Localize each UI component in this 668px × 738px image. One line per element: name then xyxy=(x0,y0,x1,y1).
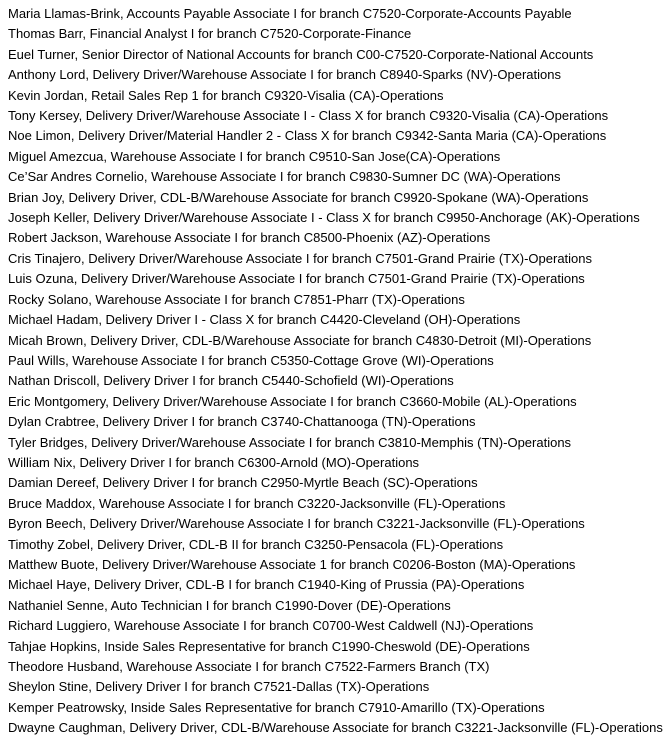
list-item: Noe Limon, Delivery Driver/Material Handler 2 - Class X for branch C9342-Santa Maria (CA)-Operations xyxy=(8,128,607,144)
list-item: William Nix, Delivery Driver I for branch C6300-Arnold (MO)-Operations xyxy=(8,454,420,470)
list-item: Dwayne Caughman, Delivery Driver, CDL-B/Warehouse Associate for branch C3221-Jacksonville (FL)-Operations xyxy=(8,720,663,736)
list-item: Richard Luggiero, Warehouse Associate I for branch C0700-West Caldwell (NJ)-Operations xyxy=(8,618,534,634)
list-item: Thomas Barr, Financial Analyst I for branch C7520-Corporate-Finance xyxy=(8,26,412,42)
list-item: Byron Beech, Delivery Driver/Warehouse Associate I for branch C3221-Jacksonville (FL)-Operations xyxy=(8,516,585,532)
list-item: Rocky Solano, Warehouse Associate I for branch C7851-Pharr (TX)-Operations xyxy=(8,291,465,307)
list-item: Paul Wills, Warehouse Associate I for branch C5350-Cottage Grove (WI)-Operations xyxy=(8,352,494,368)
list-item: Eric Montgomery, Delivery Driver/Warehouse Associate I for branch C3660-Mobile (AL)-Operations xyxy=(8,393,577,409)
list-item: Damian Dereef, Delivery Driver I for branch C2950-Myrtle Beach (SC)-Operations xyxy=(8,475,478,491)
list-item: Luis Ozuna, Delivery Driver/Warehouse Associate I for branch C7501-Grand Prairie (TX)-Operations xyxy=(8,271,585,287)
list-item: Theodore Husband, Warehouse Associate I for branch C7522-Farmers Branch (TX) xyxy=(8,659,490,674)
list-item: Sheylon Stine, Delivery Driver I for branch C7521-Dallas (TX)-Operations xyxy=(8,679,430,695)
list-item: Cris Tinajero, Delivery Driver/Warehouse Associate I for branch C7501-Grand Prairie (TX)-Operations xyxy=(8,250,593,266)
list-item: Kevin Jordan, Retail Sales Rep 1 for branch C9320-Visalia (CA)-Operations xyxy=(8,87,444,103)
list-item: Ce’Sar Andres Cornelio, Warehouse Associate I for branch C9830-Sumner DC (WA)-Operations xyxy=(8,169,561,185)
list-item: Miguel Amezcua, Warehouse Associate I for branch C9510-San Jose(CA)-Operations xyxy=(8,148,501,164)
list-item: Kemper Peatrowsky, Inside Sales Representative for branch C7910-Amarillo (TX)-Operations xyxy=(8,699,545,715)
list-item: Dylan Crabtree, Delivery Driver I for branch C3740-Chattanooga (TN)-Operations xyxy=(8,414,476,430)
list-item: Maria Llamas-Brink, Accounts Payable Associate I for branch C7520-Corporate-Accounts Payable xyxy=(8,6,572,21)
list-item: Joseph Keller, Delivery Driver/Warehouse Associate I - Class X for branch C9950-Anchorage (AK)-Operations xyxy=(8,210,640,226)
list-item: Matthew Buote, Delivery Driver/Warehouse Associate 1 for branch C0206-Boston (MA)-Operations xyxy=(8,556,576,572)
list-item: Nathaniel Senne, Auto Technician I for branch C1990-Dover (DE)-Operations xyxy=(8,597,451,613)
list-item: Brian Joy, Delivery Driver, CDL-B/Warehouse Associate for branch C9920-Spokane (WA)-Operations xyxy=(8,189,589,205)
list-item: Michael Haye, Delivery Driver, CDL-B I for branch C1940-King of Prussia (PA)-Operations xyxy=(8,577,525,593)
list-item: Tyler Bridges, Delivery Driver/Warehouse Associate I for branch C3810-Memphis (TN)-Operations xyxy=(8,434,572,450)
list-item: Bruce Maddox, Warehouse Associate I for branch C3220-Jacksonville (FL)-Operations xyxy=(8,495,506,511)
list-item: Micah Brown, Delivery Driver, CDL-B/Warehouse Associate for branch C4830-Detroit (MI)-Operations xyxy=(8,332,592,348)
list-item: Euel Turner, Senior Director of National Accounts for branch C00-C7520-Corporate-National Accounts xyxy=(8,46,594,62)
list-item: Robert Jackson, Warehouse Associate I for branch C8500-Phoenix (AZ)-Operations xyxy=(8,230,491,246)
list-item: Michael Hadam, Delivery Driver I - Class X for branch C4420-Cleveland (OH)-Operations xyxy=(8,312,521,328)
list-item: Anthony Lord, Delivery Driver/Warehouse Associate I for branch C8940-Sparks (NV)-Operations xyxy=(8,67,561,83)
list-item: Tahjae Hopkins, Inside Sales Representative for branch C1990-Cheswold (DE)-Operations xyxy=(8,638,530,654)
list-item: Tony Kersey, Delivery Driver/Warehouse Associate I - Class X for branch C9320-Visalia (CA)-Operations xyxy=(8,108,609,124)
list-item: Nathan Driscoll, Delivery Driver I for branch C5440-Schofield (WI)-Operations xyxy=(8,373,454,389)
list-item: Timothy Zobel, Delivery Driver, CDL-B II for branch C3250-Pensacola (FL)-Operations xyxy=(8,536,504,552)
